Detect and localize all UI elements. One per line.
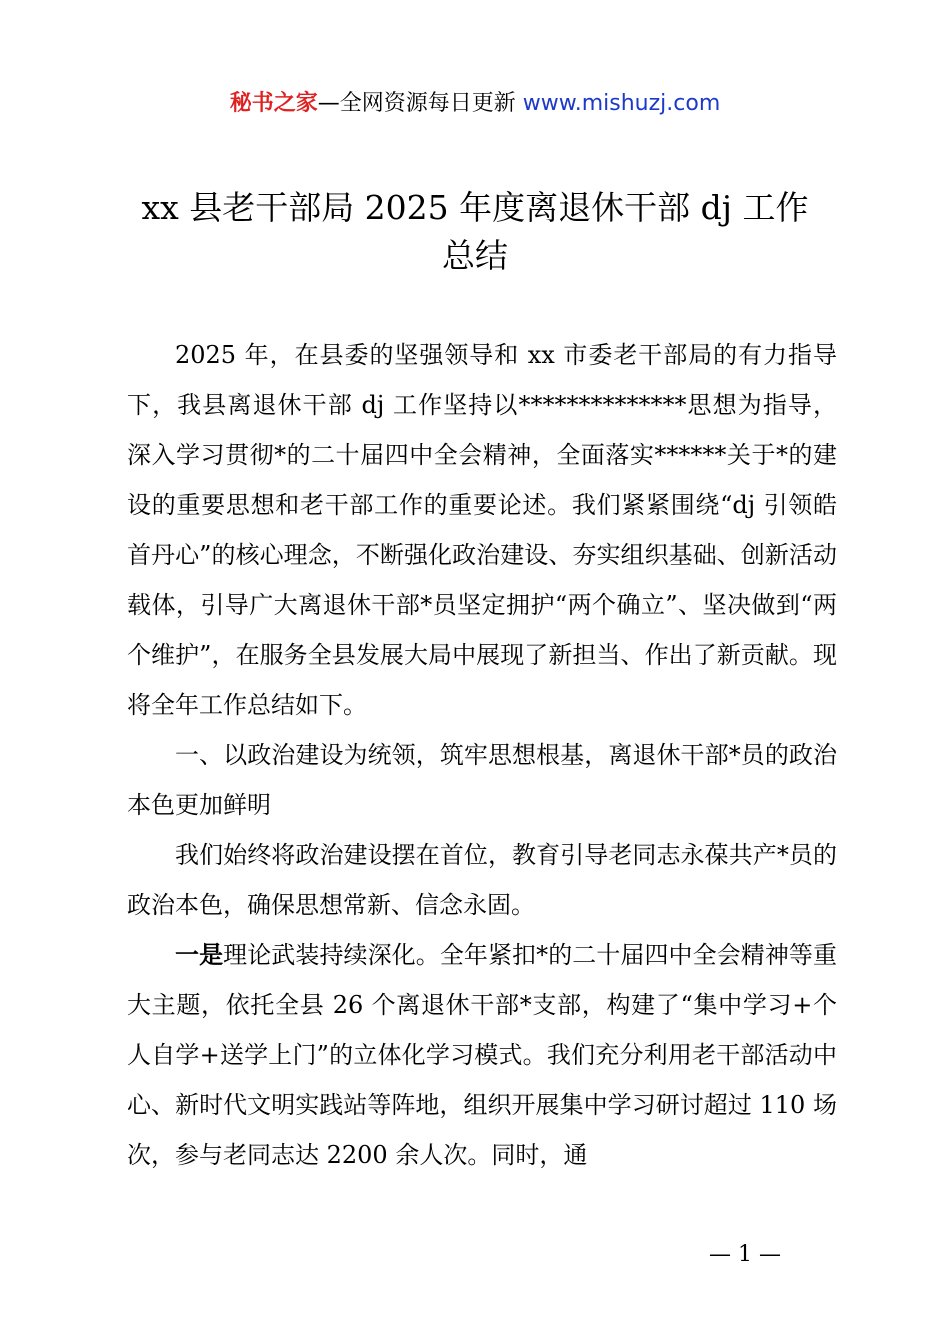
header-tagline: —全网资源每日更新 bbox=[317, 91, 516, 116]
page-number: — 1 — bbox=[709, 1242, 781, 1267]
intro-paragraph: 2025 年，在县委的坚强领导和 xx 市委老干部局的有力指导下，我县离退休干部 dj 工作坚持以**************思想为指导，深入学习贯彻*的二十届四中全会精神，全面落实******关于*的建设的重要思想和老干部工作的重要论述。我们紧紧围绕“dj 引领皓首丹心”的核心理念，不断强化政治建设、夯实组织基础、创新活动载体，引导广大离退休干部*员坚定拥护“两个确立”、坚决做到“两个维护”，在服务全县发展大局中展现了新担当、作出了新贡献。现将全年工作总结如下。 bbox=[127, 341, 837, 719]
title-line-1: xx 县老干部局 2025 年度离退休干部 dj 工作 bbox=[141, 188, 809, 227]
section-1-paragraph: 我们始终将政治建设摆在首位，教育引导老同志永葆共产*员的政治本色，确保思想常新、信念永固。 bbox=[127, 841, 837, 919]
site-url[interactable]: www.mishuzj.com bbox=[522, 91, 721, 116]
item-1-text: 理论武装持续深化。全年紧扣*的二十届四中全会精神等重大主题，依托全县 26 个离退休干部*支部，构建了“集中学习+个人自学+送学上门”的立体化学习模式。我们充分利用老干部活动中心、新时代文明实践站等阵地，组织开展集中学习研讨超过 110 场次，参与老同志达 2200 余人次。同时，通 bbox=[127, 941, 838, 1169]
section-1-heading: 一、以政治建设为统领，筑牢思想根基，离退休干部*员的政治本色更加鲜明 bbox=[127, 741, 837, 819]
item-1-lead: 一是 bbox=[175, 940, 224, 969]
item-1-paragraph bbox=[127, 930, 837, 1180]
document-body bbox=[127, 330, 837, 1180]
document-title bbox=[110, 184, 840, 280]
brand-name: 秘书之家 bbox=[229, 91, 318, 116]
document-header bbox=[0, 88, 950, 120]
title-line-2: 总结 bbox=[442, 236, 508, 275]
